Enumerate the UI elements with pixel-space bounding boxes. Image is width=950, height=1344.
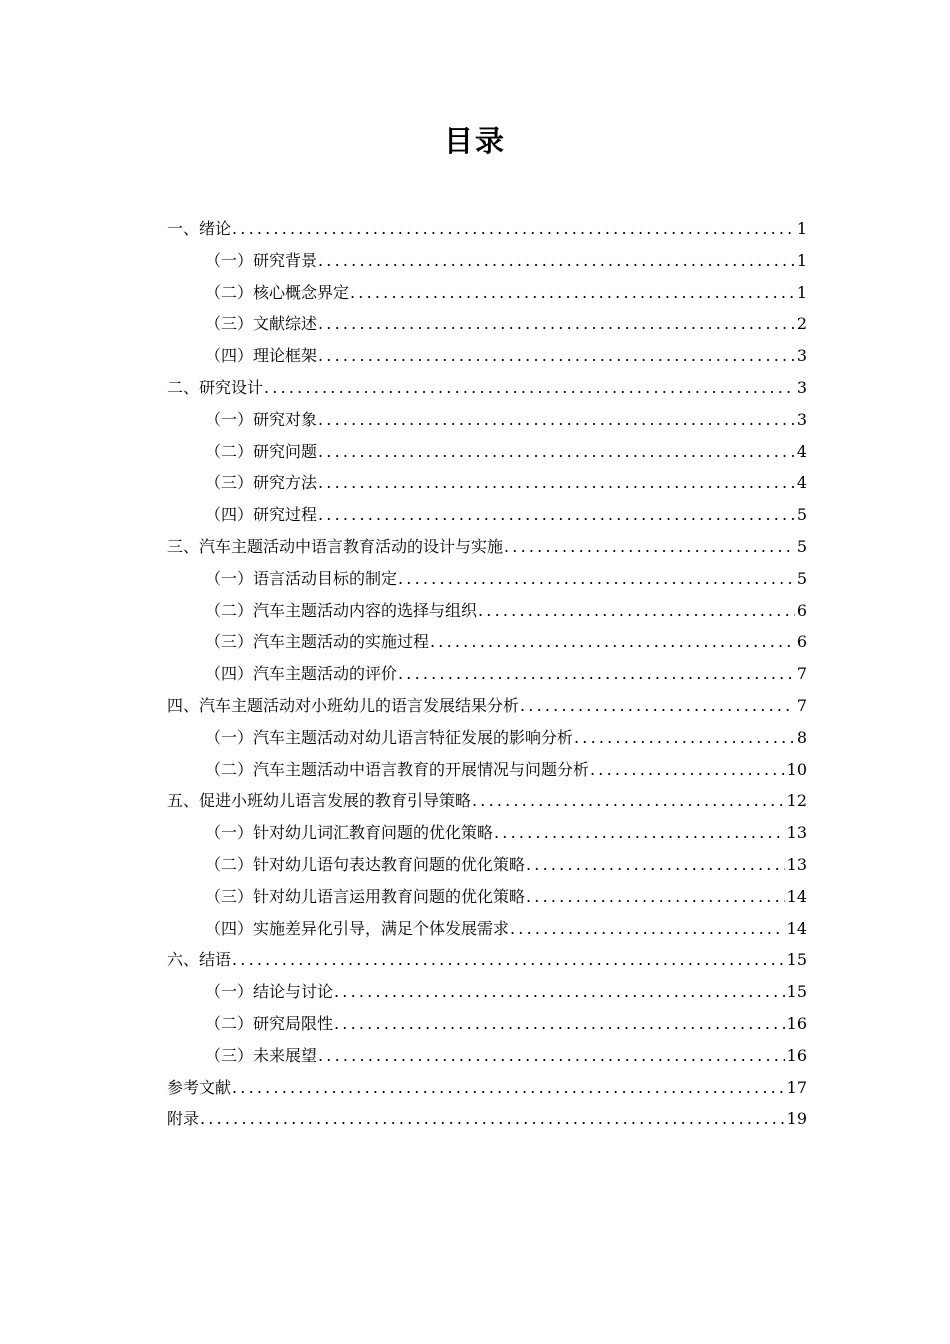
table-of-contents	[167, 219, 807, 1141]
toc-dot-leader	[430, 632, 795, 652]
toc-subsection-entry[interactable]	[167, 283, 807, 315]
toc-subsection-entry[interactable]	[167, 601, 807, 633]
toc-entry-title: （三）汽车主题活动的实施过程	[205, 632, 430, 652]
toc-entry-title: （三）未来展望	[205, 1045, 318, 1065]
toc-dot-leader	[264, 378, 795, 398]
toc-section-entry[interactable]	[167, 1078, 807, 1110]
toc-subsection-entry[interactable]	[167, 887, 807, 919]
toc-dot-leader	[526, 887, 785, 907]
toc-entry-title: （二）研究问题	[205, 441, 318, 461]
toc-dot-leader	[318, 505, 795, 525]
toc-entry-title: （四）研究过程	[205, 505, 318, 525]
toc-page-number: 16	[786, 1013, 807, 1033]
toc-dot-leader	[574, 728, 795, 748]
toc-entry-title: （一）针对幼儿词汇教育问题的优化策略	[205, 823, 494, 843]
toc-entry-title: （二）研究局限性	[205, 1013, 334, 1033]
toc-subsection-entry[interactable]	[167, 1046, 807, 1078]
toc-entry-title: （三）研究方法	[205, 473, 318, 493]
toc-subsection-entry[interactable]	[167, 632, 807, 664]
toc-section-entry[interactable]	[167, 378, 807, 410]
toc-dot-leader	[318, 1046, 785, 1066]
toc-entry-title: 五、促进小班幼儿语言发展的教育引导策略	[167, 791, 472, 811]
toc-entry-title: （四）汽车主题活动的评价	[205, 664, 398, 684]
toc-dot-leader	[318, 473, 795, 493]
toc-subsection-entry[interactable]	[167, 664, 807, 696]
toc-dot-leader	[478, 601, 795, 621]
toc-entry-title: （四）理论框架	[205, 346, 318, 366]
toc-page-number: 7	[796, 664, 807, 684]
toc-page-number: 2	[796, 314, 807, 334]
toc-subsection-entry[interactable]	[167, 823, 807, 855]
toc-entry-title: 参考文献	[167, 1077, 232, 1097]
toc-entry-title: 六、结语	[167, 950, 232, 970]
toc-subsection-entry[interactable]	[167, 314, 807, 346]
toc-entry-title: （一）研究背景	[205, 250, 318, 270]
toc-page-number: 5	[796, 568, 807, 588]
toc-page-number: 1	[796, 219, 807, 238]
page-title: 目录	[443, 124, 506, 158]
toc-section-entry[interactable]	[167, 1109, 807, 1141]
toc-entry-title: （一）结论与讨论	[205, 982, 334, 1002]
toc-page-number: 16	[786, 1045, 807, 1065]
toc-page-number: 6	[796, 632, 807, 652]
toc-page-number: 4	[796, 473, 807, 493]
toc-dot-leader	[232, 1078, 785, 1098]
toc-subsection-entry[interactable]	[167, 346, 807, 378]
toc-entry-title: （二）核心概念界定	[205, 282, 350, 302]
toc-page-number: 12	[786, 791, 807, 811]
toc-dot-leader	[334, 982, 785, 1002]
toc-dot-leader	[318, 410, 795, 430]
toc-page-number: 3	[796, 409, 807, 429]
toc-dot-leader	[526, 855, 785, 875]
toc-page-number: 1	[796, 250, 807, 270]
toc-subsection-entry[interactable]	[167, 569, 807, 601]
toc-section-entry[interactable]	[167, 537, 807, 569]
toc-dot-leader	[504, 537, 795, 557]
toc-entry-title: （二）汽车主题活动中语言教育的开展情况与问题分析	[205, 759, 590, 779]
toc-page-number: 5	[796, 505, 807, 525]
toc-dot-leader	[398, 664, 795, 684]
toc-subsection-entry[interactable]	[167, 505, 807, 537]
toc-entry-title: （一）汽车主题活动对幼儿语言特征发展的影响分析	[205, 727, 574, 747]
toc-page-number: 13	[786, 854, 807, 874]
toc-entry-title: （二）针对幼儿语句表达教育问题的优化策略	[205, 854, 526, 874]
toc-entry-title: （三）针对幼儿语言运用教育问题的优化策略	[205, 886, 526, 906]
toc-section-entry[interactable]	[167, 950, 807, 982]
toc-entry-title: （一）语言活动目标的制定	[205, 568, 398, 588]
toc-entry-title: （四）实施差异化引导，满足个体发展需求	[205, 918, 510, 938]
toc-dot-leader	[520, 696, 795, 716]
toc-dot-leader	[200, 1109, 785, 1129]
toc-entry-title: 二、研究设计	[167, 377, 264, 397]
toc-page-number: 1	[796, 282, 807, 302]
toc-page-number: 4	[796, 441, 807, 461]
toc-page-number: 13	[786, 823, 807, 843]
toc-subsection-entry[interactable]	[167, 473, 807, 505]
toc-dot-leader	[232, 950, 785, 970]
toc-entry-title: 一、绪论	[167, 219, 232, 238]
toc-page-number: 15	[786, 950, 807, 970]
toc-dot-leader	[232, 219, 795, 239]
toc-dot-leader	[510, 919, 785, 939]
toc-page-number: 7	[796, 695, 807, 715]
toc-page-number: 14	[786, 886, 807, 906]
toc-entry-title: （二）汽车主题活动内容的选择与组织	[205, 600, 478, 620]
toc-dot-leader	[398, 569, 795, 589]
toc-entry-title: （三）文献综述	[205, 314, 318, 334]
toc-dot-leader	[350, 283, 795, 303]
toc-entry-title: 三、汽车主题活动中语言教育活动的设计与实施	[167, 536, 504, 556]
toc-dot-leader	[590, 760, 785, 780]
toc-subsection-entry[interactable]	[167, 760, 807, 792]
toc-section-entry[interactable]	[167, 219, 807, 251]
toc-page-number: 3	[796, 377, 807, 397]
toc-entry-title: （一）研究对象	[205, 409, 318, 429]
toc-subsection-entry[interactable]	[167, 1014, 807, 1046]
toc-dot-leader	[318, 442, 795, 462]
toc-page-number: 5	[796, 536, 807, 556]
toc-page-number: 19	[786, 1109, 807, 1129]
toc-page-number: 14	[786, 918, 807, 938]
toc-subsection-entry[interactable]	[167, 855, 807, 887]
toc-dot-leader	[318, 314, 795, 334]
toc-subsection-entry[interactable]	[167, 728, 807, 760]
toc-section-entry[interactable]	[167, 696, 807, 728]
toc-page-number: 6	[796, 600, 807, 620]
toc-dot-leader	[472, 791, 785, 811]
toc-page-number: 3	[796, 346, 807, 366]
toc-page-number: 15	[786, 982, 807, 1002]
toc-dot-leader	[318, 346, 795, 366]
toc-subsection-entry[interactable]	[167, 982, 807, 1014]
toc-page-number: 10	[786, 759, 807, 779]
toc-subsection-entry[interactable]	[167, 410, 807, 442]
toc-section-entry[interactable]	[167, 791, 807, 823]
toc-dot-leader	[494, 823, 785, 843]
toc-entry-title: 四、汽车主题活动对小班幼儿的语言发展结果分析	[167, 695, 520, 715]
toc-dot-leader	[334, 1014, 785, 1034]
toc-page-number: 8	[796, 727, 807, 747]
toc-subsection-entry[interactable]	[167, 919, 807, 951]
toc-subsection-entry[interactable]	[167, 251, 807, 283]
toc-dot-leader	[318, 251, 795, 271]
toc-subsection-entry[interactable]	[167, 442, 807, 474]
toc-entry-title: 附录	[167, 1109, 200, 1129]
toc-page-number: 17	[786, 1077, 807, 1097]
